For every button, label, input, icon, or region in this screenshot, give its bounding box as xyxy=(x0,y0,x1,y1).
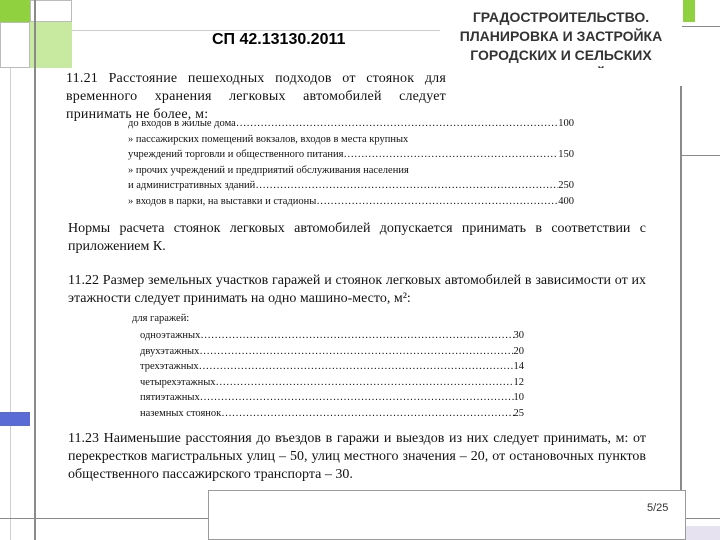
template-right-line xyxy=(680,155,720,156)
template-square xyxy=(30,0,72,22)
template-right-green-square xyxy=(683,0,695,22)
list-item-label: » входов в парки, на выставки и стадионы xyxy=(128,195,317,207)
document-code: СП 42.13130.2011 xyxy=(212,31,346,48)
slide-title: ГРАДОСТРОИТЕЛЬСТВО. ПЛАНИРОВКА И ЗАСТРОЙКА ГОРОДСКИХ И СЕЛЬСКИХ xyxy=(459,9,663,63)
template-square xyxy=(0,22,30,68)
list-item xyxy=(140,328,524,344)
list-item-label: » пассажирских помещений вокзалов, входов в места крупных xyxy=(128,133,409,145)
list-item-value: 10 xyxy=(513,392,524,403)
list-item-label: трехэтажных xyxy=(140,361,199,372)
distance-list xyxy=(128,116,574,209)
list-item-value: 250 xyxy=(558,180,574,191)
list-item xyxy=(140,359,524,375)
template-green-square xyxy=(0,0,30,22)
list-item-label: пятиэтажных xyxy=(140,392,200,403)
template-left-line xyxy=(34,0,36,540)
list-item xyxy=(140,344,524,360)
list-item xyxy=(128,147,574,163)
list-item xyxy=(128,116,574,132)
list-item-value: 30 xyxy=(513,330,524,341)
template-right-line xyxy=(680,26,720,27)
list-item-value: 14 xyxy=(513,361,524,372)
list-item xyxy=(140,406,524,422)
list-item xyxy=(128,194,574,210)
list-item-value: 400 xyxy=(558,195,574,207)
list-item xyxy=(140,375,524,391)
list-item xyxy=(128,178,574,194)
garage-area-list xyxy=(140,328,524,421)
list-item-label: двухэтажных xyxy=(140,345,200,357)
garage-list-heading: для гаражей: xyxy=(132,313,190,324)
footer-panel xyxy=(208,490,686,540)
template-left-thin-line xyxy=(10,68,11,540)
template-blue-bar xyxy=(0,412,30,426)
list-item-label: » прочих учреждений и предприятий обслуживания населения xyxy=(128,164,409,176)
list-item-label: учреждений торговли и общественного питания xyxy=(128,149,344,160)
template-right-frame xyxy=(680,0,720,540)
list-item-value: 20 xyxy=(513,345,524,357)
paragraph-11-23: 11.23 Наименьшие расстояния до въездов в гаражи и выездов из них следует принимать, м: от перекрестков магистральных улиц – 50, улиц местного значения – 20, от остановочных пунктов общественного пассажирского транспорта – 30. xyxy=(68,431,646,482)
list-item-label: одноэтажных xyxy=(140,330,201,341)
list-item-label: четырехэтажных xyxy=(140,376,216,388)
slide-number: 5/25 xyxy=(647,502,669,514)
paragraph-11-22: 11.22 Размер земельных участков гаражей и стоянок легковых автомобилей в зависимости от их этажности следует принимать на одно машино-место, м²: xyxy=(68,273,646,306)
list-item xyxy=(128,132,574,148)
list-item-label: до входов в жилые дома xyxy=(128,118,236,129)
list-item-label: наземных стоянок xyxy=(140,407,222,419)
paragraph-11-21: 11.21 Расстояние пешеходных подходов от стоянок для временного хранения легковых автомобилей следует принимать не более, м: xyxy=(66,71,446,122)
list-item-label: и административных зданий xyxy=(128,180,256,191)
scanned-page xyxy=(58,68,668,490)
template-light-green-square xyxy=(30,22,72,68)
list-item-value: 150 xyxy=(558,149,574,160)
paragraph-norms: Нормы расчета стоянок легковых автомобилей допускается принимать в соответствии с приложением К. xyxy=(68,221,646,254)
list-item-value: 12 xyxy=(513,376,524,388)
list-item xyxy=(128,163,574,179)
list-item-value: 25 xyxy=(513,407,524,419)
list-item xyxy=(140,390,524,406)
list-item-value: 100 xyxy=(558,118,574,129)
